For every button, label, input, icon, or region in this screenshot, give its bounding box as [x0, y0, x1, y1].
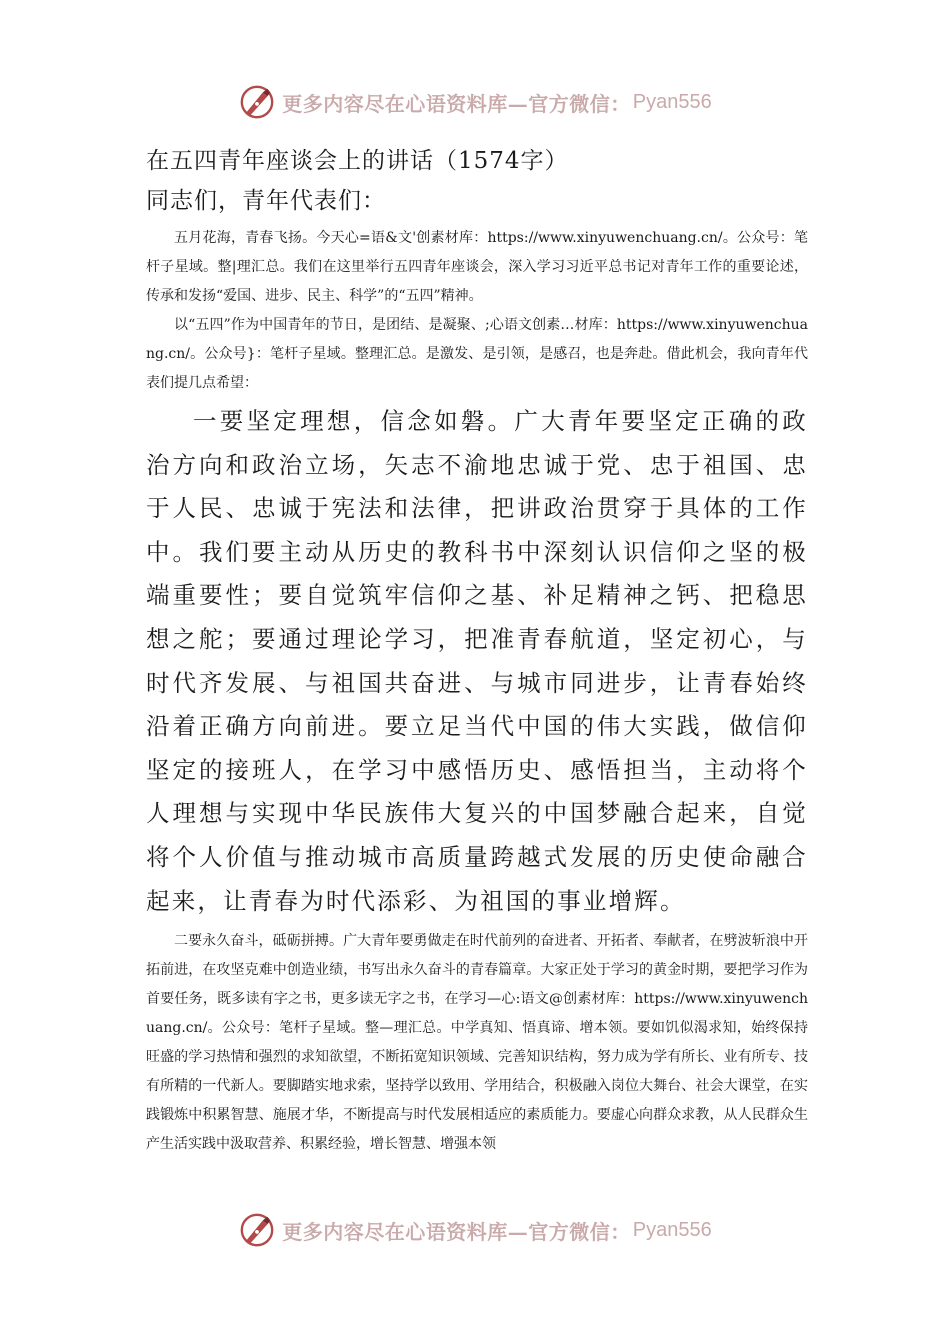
- footer-banner: [0, 1208, 950, 1252]
- paragraph-4: 二要永久奋斗，砥砺拼搏。广大青年要勇做走在时代前列的奋进者、开拓者、奉献者，在劈波斩浪中开拓前进，在攻坚克难中创造业绩，书写出永久奋斗的青春篇章。大家正处于学习的黄金时期，要把学习作为首要任务，既多读有字之书，更多读无字之书，在学习—心:语文@创素材库：https://www.xinyuwenchuang.cn/。公众号：笔杆子星域。整—理汇总。中学真知、悟真谛、增本领。要如饥似渴求知，始终保持旺盛的学习热情和强烈的求知欲望，不断拓宽知识领域、完善知识结构，努力成为学有所长、业有所专、技有所精的一代新人。要脚踏实地求索，坚持学以致用、学用结合，积极融入岗位大舞台、社会大课堂，在实践锻炼中积累智慧、施展才华，不断提高与时代发展相适应的素质能力。要虚心向群众求教，从人民群众生产生活实践中汲取营养、积累经验，增长智慧、增强本领: [146, 933, 808, 1153]
- banner-account: Pyan556: [632, 90, 712, 113]
- pen-nib-logo-icon: [238, 1211, 276, 1249]
- paragraph-2: 以“五四”作为中国青年的节日，是团结、是凝聚、;心语文创素…材库：https://www.xinyuwenchuang.cn/。公众号}：笔杆子星域。整理汇总。是激发、是引领，是感召，也是奔赴。借此机会，我向青年代表们提几点希望：: [146, 317, 808, 391]
- document-title: 在五四青年座谈会上的讲话（1574字）: [146, 148, 569, 174]
- pen-nib-logo-icon: [238, 83, 276, 121]
- banner-account: Pyan556: [632, 1218, 712, 1241]
- salutation: 同志们，青年代表们：: [146, 188, 386, 214]
- banner-text: 更多内容尽在心语资料库—官方微信：: [282, 1219, 631, 1244]
- banner-text: 更多内容尽在心语资料库—官方微信：: [282, 91, 631, 116]
- document-body: [146, 144, 808, 1159]
- header-banner: [0, 80, 950, 124]
- paragraph-1: 五月花海，青春飞扬。今天心=语&文'创素材库：https://www.xinyuwenchuang.cn/。公众号：笔杆子星域。整|理汇总。我们在这里举行五四青年座谈会，深入学习习近平总书记对青年工作的重要论述，传承和发扬“爱国、进步、民主、科学”的“五四”精神。: [146, 230, 808, 304]
- paragraph-3: 一要坚定理想，信念如磐。广大青年要坚定正确的政治方向和政治立场，矢志不渝地忠诚于党、忠于祖国、忠于人民、忠诚于宪法和法律，把讲政治贯穿于具体的工作中。我们要主动从历史的教科书中深刻认识信仰之坚的极端重要性；要自觉筑牢信仰之基、补足精神之钙、把稳思想之舵；要通过理论学习，把准青春航道，坚定初心，与时代齐发展、与祖国共奋进、与城市同进步，让青春始终沿着正确方向前进。要立足当代中国的伟大实践，做信仰坚定的接班人，在学习中感悟历史、感悟担当，主动将个人理想与实现中华民族伟大复兴的中国梦融合起来，自觉将个人价值与推动城市高质量跨越式发展的历史使命融合起来，让青春为时代添彩、为祖国的事业增辉。: [146, 407, 808, 915]
